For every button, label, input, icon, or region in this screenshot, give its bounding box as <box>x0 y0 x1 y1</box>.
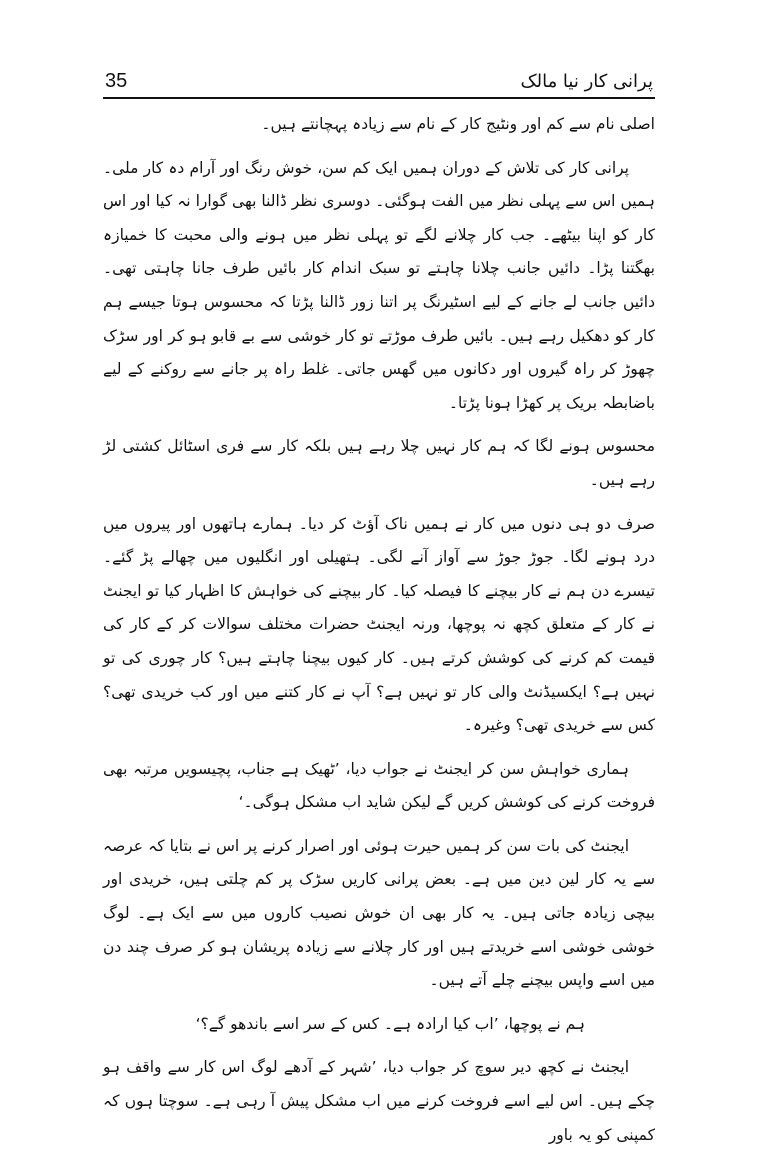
paragraph: ہماری خواہش سن کر ایجنٹ نے جواب دیا، ’ٹھیک ہے جناب، پچیسویں مرتبہ بھی فروخت کرنے کی کوشش کریں گے لیکن شاید اب مشکل ہوگی۔‘ <box>103 759 655 812</box>
paragraph: ہم نے پوچھا، ’اب کیا ارادہ ہے۔ کس کے سر اسے باندھو گے؟‘ <box>195 1014 585 1033</box>
paragraph: ایجنٹ نے کچھ دیر سوچ کر جواب دیا، ’شہر کے آدھے لوگ اس کار سے واقف ہو چکے ہیں۔ اس لیے اسے فروخت کرنے میں اب مشکل پیش آ رہی ہے۔ سوچتا ہوں کہ کمپنی کو یہ باور <box>103 1058 655 1144</box>
paragraph: پرانی کار کی تلاش کے دوران ہمیں ایک کم سن، خوش رنگ اور آرام دہ کار ملی۔ ہمیں اس سے پہلی نظر میں الفت ہوگئی۔ دوسری نظر ڈالنا بھی گوارا نہ کیا اور اس کار کو اپنا بیٹھے۔ جب کار چلانے لگے تو پہلی نظر میں ہونے والی محبت کا خمیازہ بھگتنا پڑا۔ دائیں جانب چلانا چاہتے تو سبک اندام کار بائیں طرف جانا چاہتی تھی۔ دائیں جانب لے جانے کے لیے اسٹیرنگ پر اتنا زور ڈالنا پڑتا کہ محسوس ہوتا جیسے ہم کار کو دھکیل رہے ہیں۔ بائیں طرف موڑتے تو کار خوشی سے بے قابو ہو کر اور سڑک چھوڑ کر راہ گیروں اور دکانوں میں گھس جاتی۔ غلط راہ پر جانے سے روکنے کے لیے باضابطہ بریک پر کھڑا ہونا پڑتا۔ <box>103 158 655 412</box>
paragraph: صرف دو ہی دنوں میں کار نے ہمیں ناک آؤٹ کر دیا۔ ہمارے ہاتھوں اور پیروں میں درد ہونے لگا۔ جوڑ جوڑ سے آواز آنے لگی۔ ہتھیلی اور انگلیوں میں چھالے پڑ گئے۔ تیسرے دن ہم نے کار بیچنے کا فیصلہ کیا۔ کار بیچنے کی خواہش کا اظہار کیا تو ایجنٹ نے کار کے متعلق کچھ نہ پوچھا، ورنہ ایجنٹ حضرات مختلف سوالات کر کے کار کی قیمت کم کرنے کی کوشش کرتے ہیں۔ کار کیوں بیچنا چاہتے ہیں؟ کار چوری کی تو نہیں ہے؟ ایکسیڈنٹ والی کار تو نہیں ہے؟ آپ نے کار کتنے میں اور کب خریدی تھی؟ کس سے خریدی تھی؟ وغیرہ۔ <box>103 514 655 735</box>
book-title: پرانی کار نیا مالک <box>520 71 653 92</box>
page-number: 35 <box>105 70 128 92</box>
paragraph: ایجنٹ کی بات سن کر ہمیں حیرت ہوئی اور اصرار کرنے پر اس نے بتایا کہ عرصہ سے یہ کار لین دین میں ہے۔ بعض پرانی کاریں سڑک پر کم چلتی ہیں، خریدی اور بیچی زیادہ جاتی ہیں۔ یہ کار بھی ان خوش نصیب کاروں میں سے ایک ہے۔ لوگ خوشی خوشی اسے خریدتے ہیں اور کار چلانے سے زیادہ پریشان ہو کر صرف چند دن میں اسے واپس بیچنے چلے آتے ہیں۔ <box>103 836 655 990</box>
paragraph: اصلی نام سے کم اور ونٹیج کار کے نام سے زیادہ پہچانتے ہیں۔ <box>261 115 655 133</box>
page-header <box>103 66 655 96</box>
paragraph: محسوس ہونے لگا کہ ہم کار نہیں چلا رہے ہیں بلکہ کار سے فری اسٹائل کشتی لڑ رہے ہیں۔ <box>103 437 655 489</box>
page-body <box>103 108 655 1162</box>
header-divider <box>103 97 655 99</box>
